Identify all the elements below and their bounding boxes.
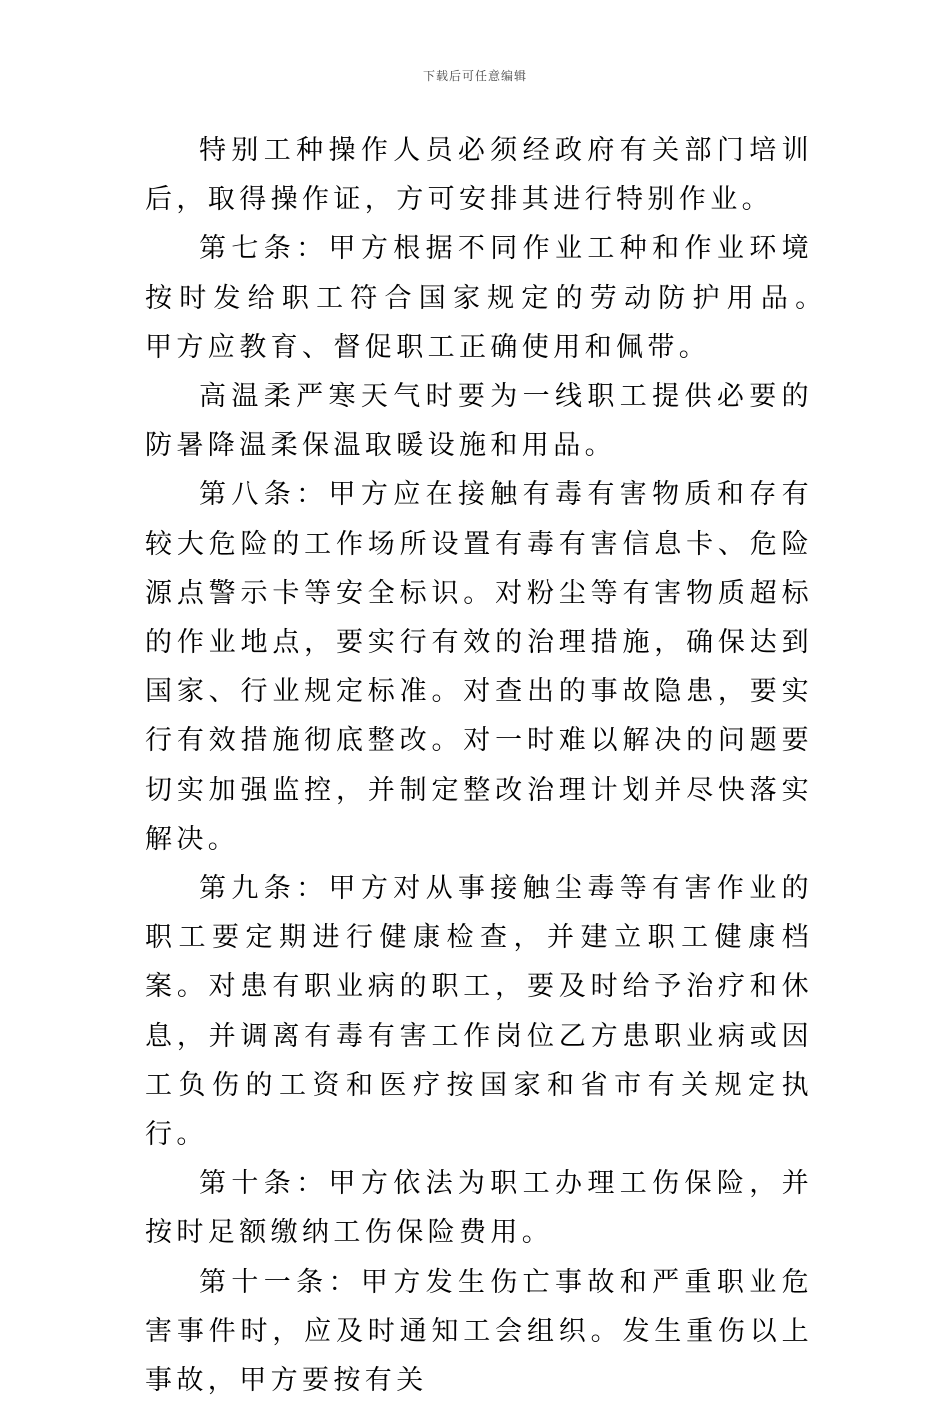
paragraph-special-workers: 特别工种操作人员必须经政府有关部门培训后，取得操作证，方可安排其进行特别作业。 (145, 135, 813, 216)
paragraph-article-10: 第十条：甲方依法为职工办理工伤保险，并按时足额缴纳工伤保险费用。 (145, 1168, 813, 1249)
paragraph-article-11: 第十一条：甲方发生伤亡事故和严重职业危害事件时，应及时通知工会组织。发生重伤以上事故，甲方要按有关 (145, 1266, 813, 1397)
paragraph-weather-protection: 高温柔严寒天气时要为一线职工提供必要的防暑降温柔保温取暖设施和用品。 (145, 381, 813, 462)
document-body (145, 126, 845, 1405)
paragraph-article-9: 第九条：甲方对从事接触尘毒等有害作业的职工要定期进行健康检查，并建立职工健康档案。对患有职业病的职工，要及时给予治疗和休息，并调离有毒有害工作岗位乙方患职业病或因工负伤的工资和医疗按国家和省市有关规定执行。 (145, 873, 813, 1151)
paragraph-article-7: 第七条：甲方根据不同作业工种和作业环境按时发给职工符合国家规定的劳动防护用品。 甲方应教育、督促职工正确使用和佩带。 (145, 233, 845, 363)
paragraph-article-8: 第八条：甲方应在接触有毒有害物质和存有较大危险的工作场所设置有毒有害信息卡、危险源点警示卡等安全标识。对粉尘等有害物质超标的作业地点，要实行有效的治理措施，确保达到国家、行业规定标准。对查出的事故隐患，要实行有效措施彻底整改。对一时难以解决的问题要切实加强监控，并制定整改治理计划并尽快落实解决。 (145, 479, 813, 855)
header-note: 下载后可任意编辑 (422, 69, 527, 83)
